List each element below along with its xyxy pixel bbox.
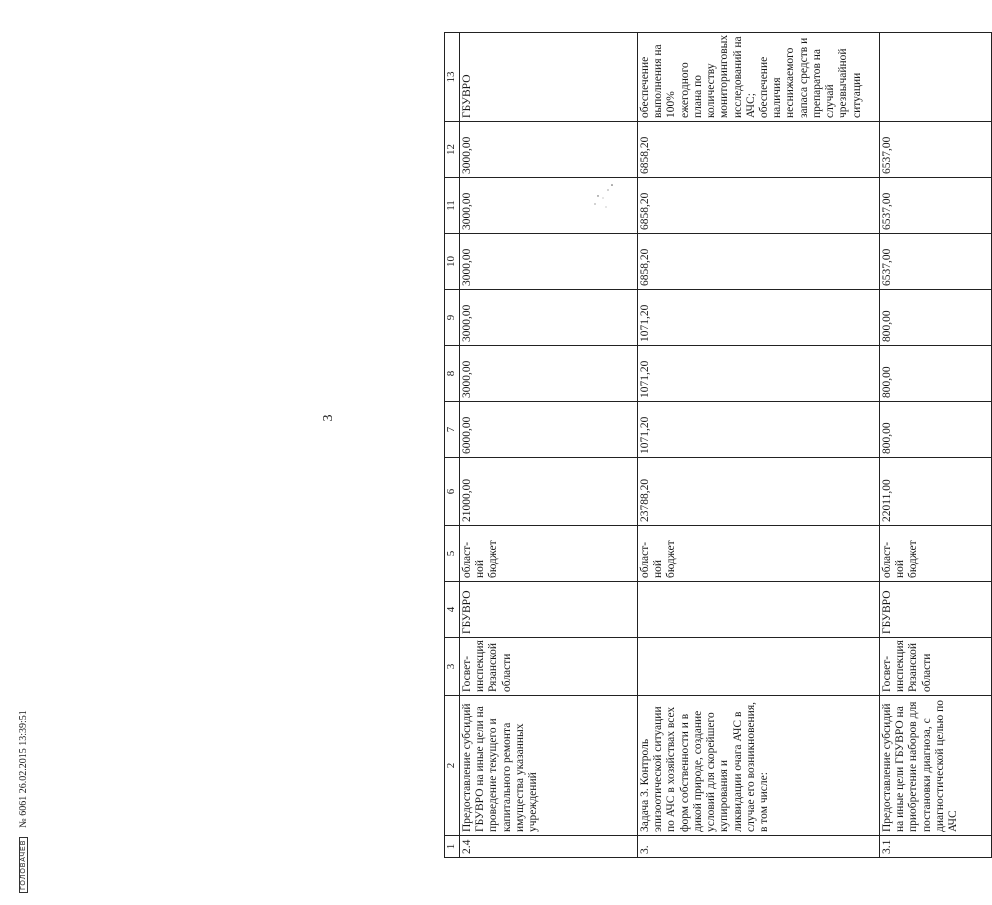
cell-year: 3000,00 <box>460 346 638 402</box>
header-cell: 8 <box>445 346 460 402</box>
cell-description: Предоставление субсидий ГБУВРО на иные цели на проведение текущего и капитального ремонта имущества указанных учреждений <box>460 696 638 836</box>
cell-source: област-ной бюджет <box>880 526 992 582</box>
cell-result: обеспечение выполнения на 100% ежегодного плана по количеству мониторинговых исследований на АЧС; обеспечение наличия неснижаемого запаса средств и препаратов на случай чрезвычайной ситуации <box>638 33 880 122</box>
cell-executor: ГБУВРО <box>460 582 638 638</box>
header-cell: 2 <box>445 696 460 836</box>
cell-source: област-ной бюджет <box>638 526 880 582</box>
cell-year: 3000,00 <box>460 122 638 178</box>
budget-table <box>444 32 992 858</box>
stamp-text: № 6061 26.02.2015 13:39:51 <box>18 710 29 828</box>
header-cell: 1 <box>445 836 460 858</box>
header-cell: 3 <box>445 638 460 696</box>
cell-number: 3. <box>638 836 880 858</box>
header-cell: 4 <box>445 582 460 638</box>
cell-executor: ГБУВРО <box>880 582 992 638</box>
cell-result: ГБУВРО <box>460 33 638 122</box>
cell-year: 1071,20 <box>638 290 880 346</box>
cell-executor <box>638 582 880 638</box>
cell-year: 6858,20 <box>638 122 880 178</box>
header-cell: 9 <box>445 290 460 346</box>
cell-result <box>880 33 992 122</box>
cell-year: 6537,00 <box>880 122 992 178</box>
header-cell: 6 <box>445 458 460 526</box>
cell-source: област-ной бюджет <box>460 526 638 582</box>
table-wrapper <box>444 33 992 858</box>
header-cell: 5 <box>445 526 460 582</box>
header-row <box>445 33 460 858</box>
header-cell: 13 <box>445 33 460 122</box>
cell-year: 1071,20 <box>638 346 880 402</box>
cell-total: 22011,00 <box>880 458 992 526</box>
cell-year: 6537,00 <box>880 234 992 290</box>
cell-year: 800,00 <box>880 346 992 402</box>
table-row <box>638 33 880 858</box>
cell-description: Предоставление субсидий на иные цели ГБУВРО на приобретение наборов для постановки диагноза, с диагностической целью по АЧС <box>880 696 992 836</box>
cell-year: 3000,00 <box>460 290 638 346</box>
cell-responsible <box>638 638 880 696</box>
cell-description: Задача 3. Контроль эпизоотической ситуации по АЧС в хозяйствах всех форм собственности и в дикой природе, создание условий для скорейшего купирования и ликвидации очага АЧС в случае его возникновения, в том числе: <box>638 696 880 836</box>
registration-stamp <box>18 593 29 893</box>
cell-total: 21000,00 <box>460 458 638 526</box>
scan-specks <box>592 182 618 212</box>
cell-total: 23788,20 <box>638 458 880 526</box>
cell-number: 2.4 <box>460 836 638 858</box>
stamp-logo: ГОЛОВАЧЕВ <box>19 837 28 893</box>
header-cell: 7 <box>445 402 460 458</box>
cell-year: 6537,00 <box>880 178 992 234</box>
cell-year: 800,00 <box>880 402 992 458</box>
cell-number: 3.1 <box>880 836 992 858</box>
header-cell: 11 <box>445 178 460 234</box>
cell-year: 3000,00 <box>460 234 638 290</box>
table-row <box>460 33 638 858</box>
header-cell: 12 <box>445 122 460 178</box>
cell-year: 6858,20 <box>638 178 880 234</box>
cell-year: 3000,00 <box>460 178 638 234</box>
table-row <box>880 33 992 858</box>
cell-responsible: Госвет-инспекция Рязанской области <box>880 638 992 696</box>
header-cell: 10 <box>445 234 460 290</box>
cell-year: 6000,00 <box>460 402 638 458</box>
cell-responsible: Госвет-инспекция Рязанской области <box>460 638 638 696</box>
cell-year: 1071,20 <box>638 402 880 458</box>
cell-year: 6858,20 <box>638 234 880 290</box>
page-number: 3 <box>321 414 336 422</box>
cell-year: 800,00 <box>880 290 992 346</box>
